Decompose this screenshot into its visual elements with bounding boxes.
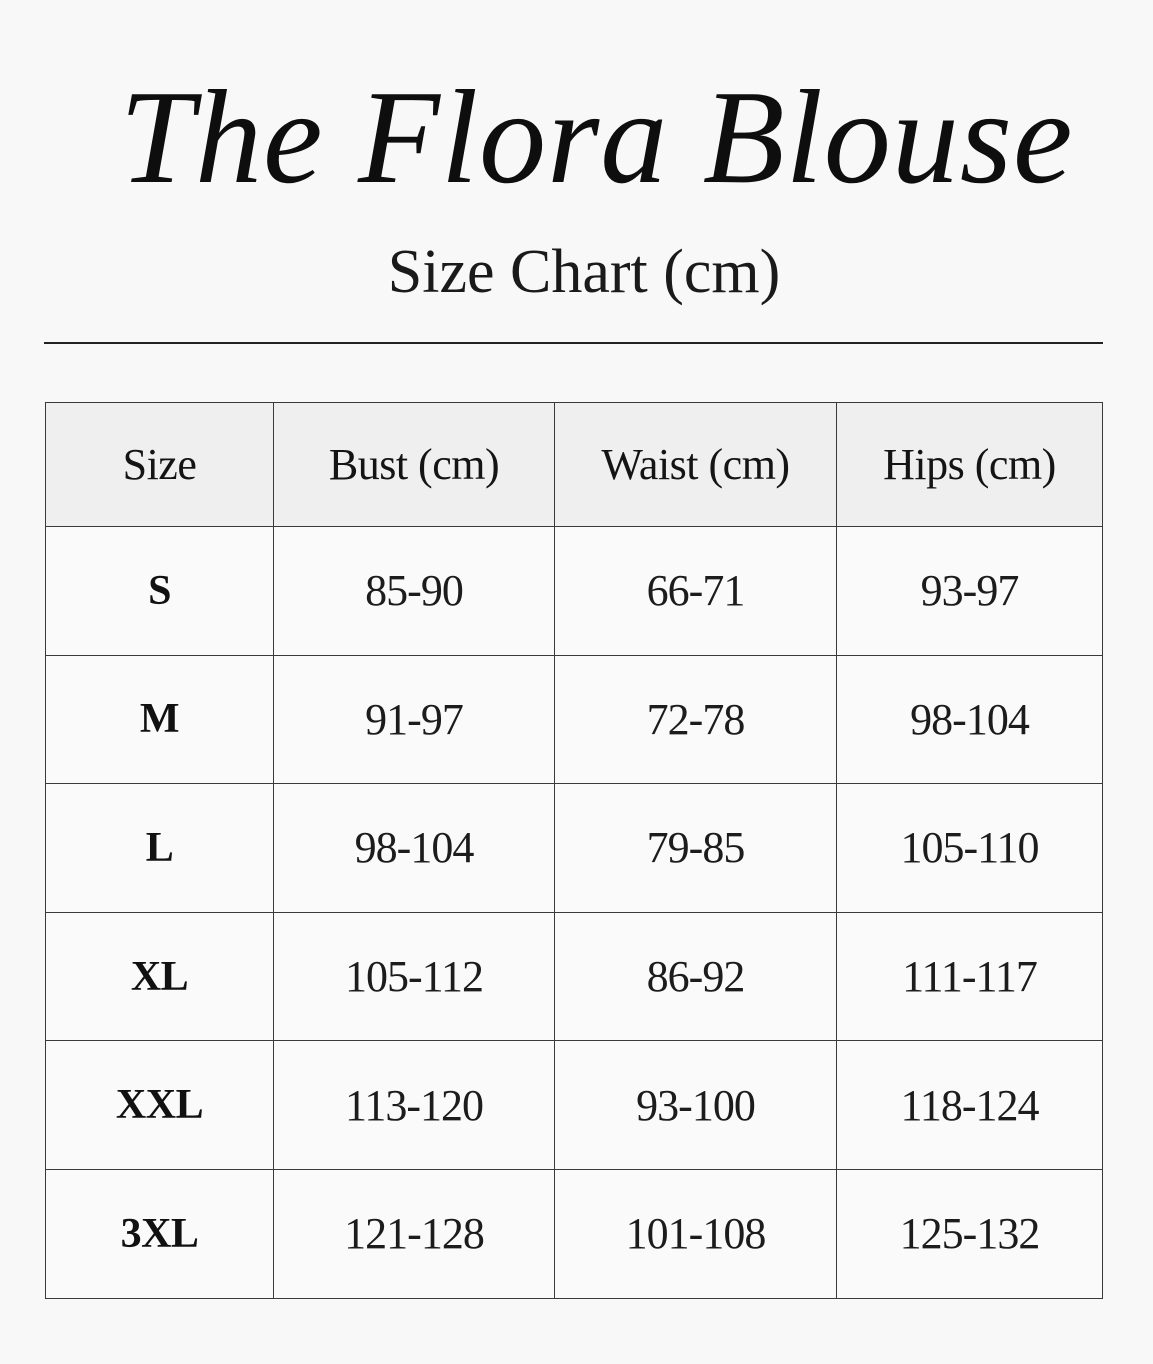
header-waist: Waist (cm)	[555, 403, 837, 527]
table-row	[46, 655, 1103, 784]
header-bust: Bust (cm)	[274, 403, 555, 527]
hips-cell: 93-97	[837, 527, 1103, 656]
hips-cell: 111-117	[837, 912, 1103, 1041]
size-cell: XXL	[46, 1041, 274, 1170]
bust-cell: 91-97	[274, 655, 555, 784]
hips-cell: 105-110	[837, 784, 1103, 913]
waist-cell: 66-71	[555, 527, 837, 656]
size-cell: XL	[46, 912, 274, 1041]
waist-cell: 101-108	[555, 1169, 837, 1298]
page-title: The Flora Blouse	[119, 63, 1074, 211]
header-size: Size	[46, 403, 274, 527]
bust-cell: 113-120	[274, 1041, 555, 1170]
waist-cell: 86-92	[555, 912, 837, 1041]
waist-cell: 72-78	[555, 655, 837, 784]
bust-cell: 98-104	[274, 784, 555, 913]
table-header-row	[46, 403, 1103, 527]
page-subtitle: Size Chart (cm)	[387, 238, 781, 306]
table-row	[46, 527, 1103, 656]
table-row	[46, 784, 1103, 913]
size-chart-table	[45, 402, 1103, 1299]
bust-cell: 105-112	[274, 912, 555, 1041]
table-row	[46, 1041, 1103, 1170]
table-row	[46, 912, 1103, 1041]
waist-cell: 93-100	[555, 1041, 837, 1170]
waist-cell: 79-85	[555, 784, 837, 913]
bust-cell: 85-90	[274, 527, 555, 656]
size-cell: L	[46, 784, 274, 913]
hips-cell: 125-132	[837, 1169, 1103, 1298]
bust-cell: 121-128	[274, 1169, 555, 1298]
title-divider	[44, 342, 1103, 344]
size-cell: S	[46, 527, 274, 656]
hips-cell: 118-124	[837, 1041, 1103, 1170]
header-hips: Hips (cm)	[837, 403, 1103, 527]
size-cell: M	[46, 655, 274, 784]
table-row	[46, 1169, 1103, 1298]
size-cell: 3XL	[46, 1169, 274, 1298]
hips-cell: 98-104	[837, 655, 1103, 784]
